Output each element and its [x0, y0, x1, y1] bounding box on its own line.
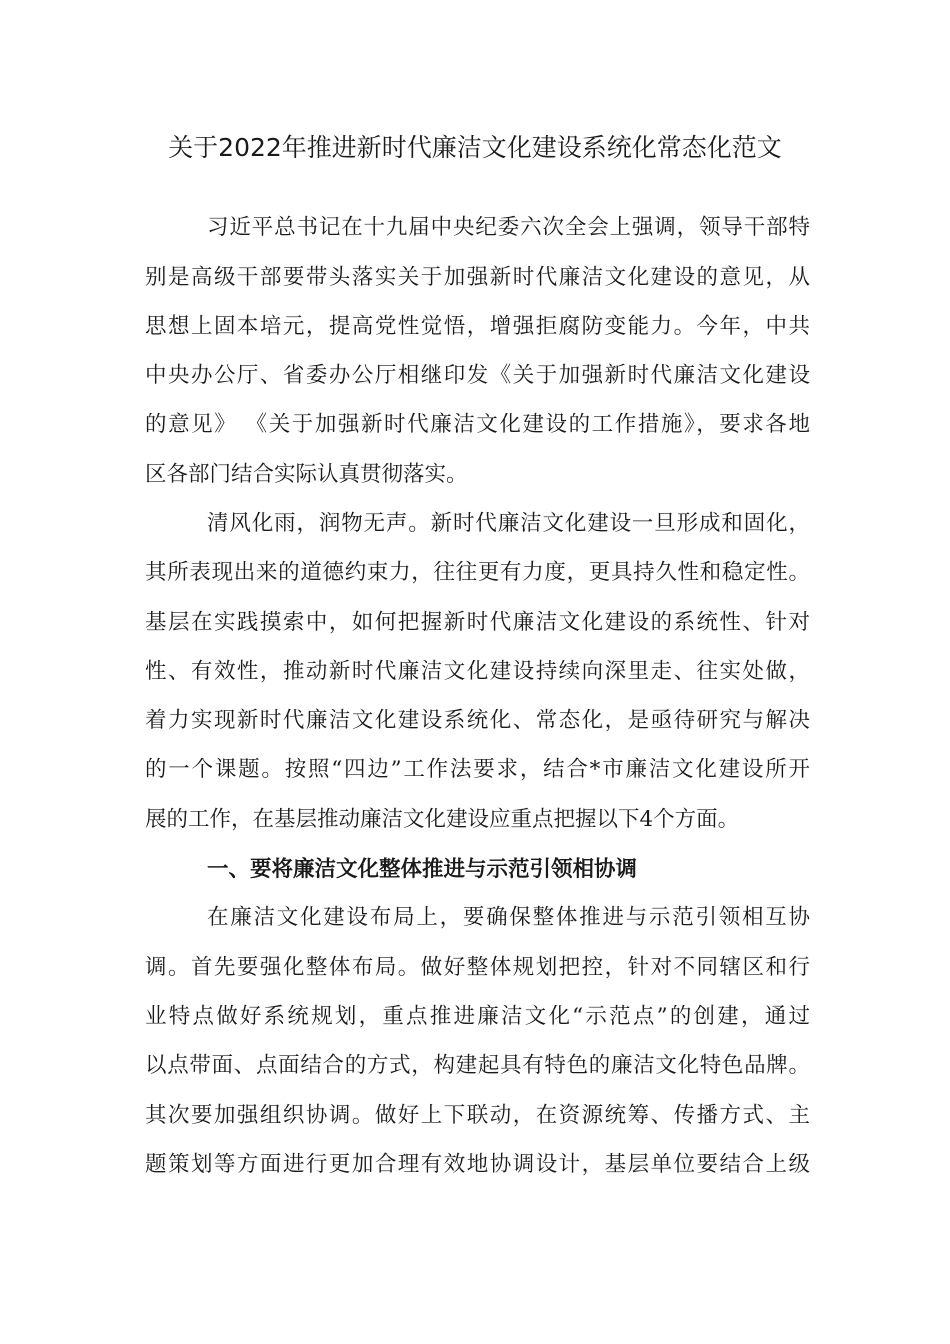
paragraph-line: 清风化雨，润物无声。新时代廉洁文化建设一旦形成和固化，: [207, 511, 810, 536]
paragraph-line: 在廉洁文化建设布局上，要确保整体推进与示范引领相互协: [207, 905, 810, 930]
paragraph-line: 题策划等方面进行更加合理有效地协调设计，基层单位要结合上级: [145, 1152, 810, 1177]
paragraph-line: 中央办公厅、省委办公厅相继印发《关于加强新时代廉洁文化建设: [145, 363, 810, 388]
paragraph-line: 别是高级干部要带头落实关于加强新时代廉洁文化建设的意见，从: [145, 265, 810, 290]
paragraph-line: 的意见》 《关于加强新时代廉洁文化建设的工作措施》，要求各地: [145, 412, 810, 437]
paragraph-line: 的一个课题。按照“四边”工作法要求，结合*市廉洁文化建设所开: [145, 757, 810, 782]
document-title: 关于2022年推进新时代廉洁文化建设系统化常态化范文: [168, 133, 782, 162]
paragraph-line: 区各部门结合实际认真贯彻落实。: [145, 462, 468, 487]
paragraph-line: 其次要加强组织协调。做好上下联动，在资源统筹、传播方式、主: [145, 1103, 810, 1128]
paragraph-line: 展的工作，在基层推动廉洁文化建设应重点把握以下4个方面。: [145, 807, 740, 832]
paragraph-line: 业特点做好系统规划，重点推进廉洁文化“示范点”的创建，通过: [145, 1004, 810, 1029]
paragraph-line: 性、有效性，推动新时代廉洁文化建设持续向深里走、往实处做，: [145, 659, 810, 684]
paragraph-line: 其所表现出来的道德约束力，往往更有力度，更具持久性和稳定性。: [145, 560, 810, 585]
paragraph-line: 调。首先要强化整体布局。做好整体规划把控，针对不同辖区和行: [145, 955, 810, 980]
paragraph-line: 习近平总书记在十九届中央纪委六次全会上强调，领导干部特: [207, 215, 810, 240]
paragraph-line: 思想上固本培元，提高党性觉悟，增强拒腐防变能力。今年，中共: [145, 314, 810, 339]
paragraph-line: 以点带面、点面结合的方式，构建起具有特色的廉洁文化特色品牌。: [145, 1053, 810, 1078]
section-heading: 一、要将廉洁文化整体推进与示范引领相协调: [207, 857, 638, 882]
paragraph-line: 基层在实践摸索中，如何把握新时代廉洁文化建设的系统性、针对: [145, 610, 810, 635]
paragraph-line: 着力实现新时代廉洁文化建设系统化、常态化，是亟待研究与解决: [145, 708, 810, 733]
